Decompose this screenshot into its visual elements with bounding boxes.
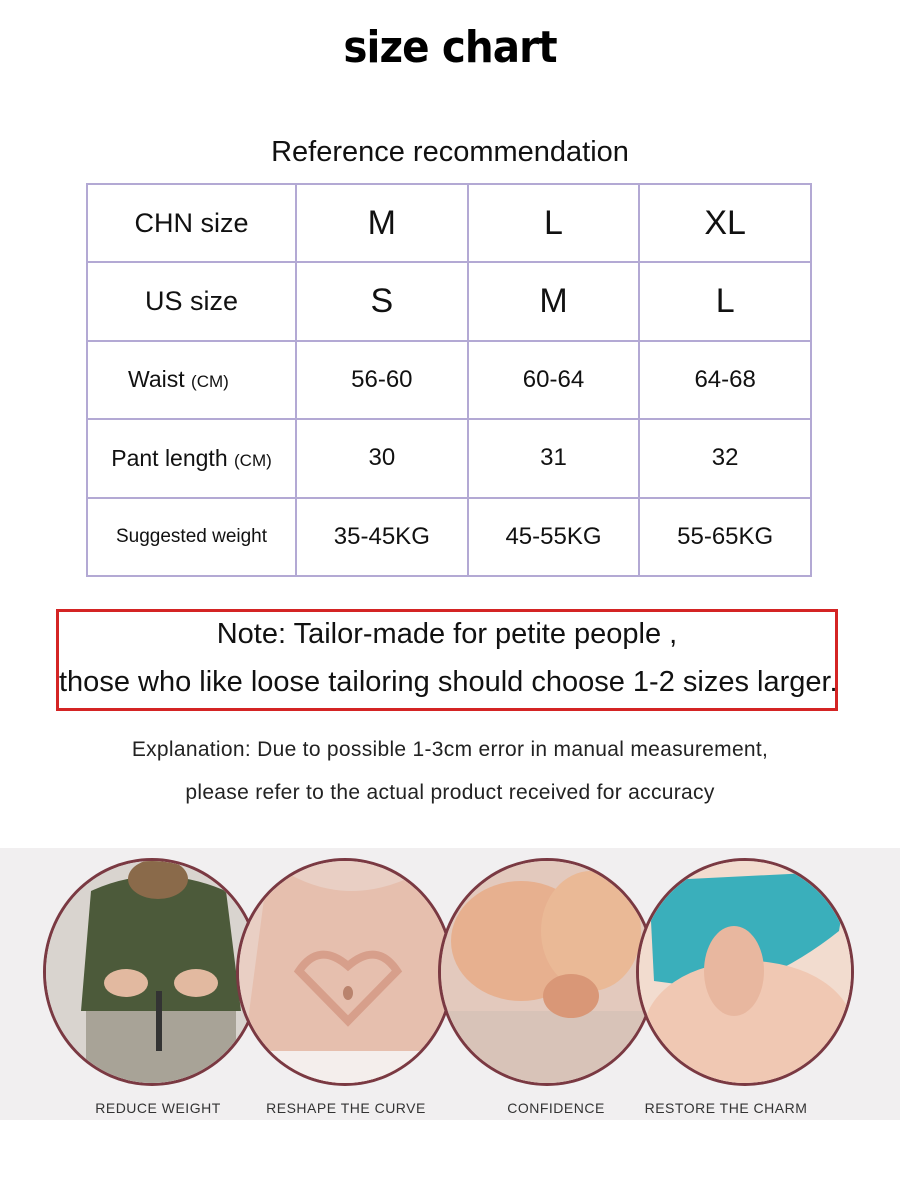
caption-reduce-weight: REDUCE WEIGHT <box>95 1100 221 1116</box>
fit-note-box <box>56 609 838 711</box>
unit-label: (CM) <box>191 372 229 392</box>
note-line-2: those who like loose tailoring should choose 1-2 sizes larger. <box>59 666 838 698</box>
note-line-1: Note: Tailor-made for petite people , <box>216 618 678 650</box>
page-title: size chart <box>343 22 557 73</box>
row-header-pant-length: Pant length (CM) <box>87 419 296 497</box>
table-cell: 60-64 <box>468 341 640 419</box>
table-cell: 30 <box>296 419 468 497</box>
caption-restore-charm: RESTORE THE CHARM <box>644 1100 808 1116</box>
table-cell: XL <box>639 184 811 262</box>
table-cell: 32 <box>639 419 811 497</box>
reduce-weight-photo <box>43 858 261 1086</box>
reduce-weight-illustration <box>46 861 261 1086</box>
table-cell: 56-60 <box>296 341 468 419</box>
explanation-line-2: please refer to the actual product received for accuracy <box>185 781 715 804</box>
row-header-waist: Waist (CM) <box>87 341 296 419</box>
table-row <box>87 184 811 262</box>
reshape-curve-illustration <box>239 861 454 1086</box>
confidence-illustration <box>441 861 656 1086</box>
table-cell: M <box>296 184 468 262</box>
reshape-curve-photo <box>236 858 454 1086</box>
table-cell: 64-68 <box>639 341 811 419</box>
table-row <box>87 341 811 419</box>
row-header-suggested-weight: Suggested weight <box>87 498 296 576</box>
table-cell: 35-45KG <box>296 498 468 576</box>
restore-charm-illustration <box>639 861 854 1086</box>
table-row <box>87 419 811 497</box>
row-header-us-size: US size <box>87 262 296 340</box>
confidence-photo <box>438 858 656 1086</box>
table-row <box>87 262 811 340</box>
table-cell: 55-65KG <box>639 498 811 576</box>
explanation-line-1: Explanation: Due to possible 1-3cm error in manual measurement, <box>131 738 769 761</box>
table-cell: M <box>468 262 640 340</box>
table-cell: 45-55KG <box>468 498 640 576</box>
table-cell: S <box>296 262 468 340</box>
unit-label: (CM) <box>234 450 272 470</box>
table-cell: 31 <box>468 419 640 497</box>
restore-charm-photo <box>636 858 854 1086</box>
row-header-chn-size: CHN size <box>87 184 296 262</box>
caption-reshape-curve: RESHAPE THE CURVE <box>266 1100 426 1116</box>
size-table <box>86 183 812 577</box>
table-subtitle: Reference recommendation <box>271 136 629 168</box>
table-row <box>87 498 811 576</box>
table-cell: L <box>468 184 640 262</box>
caption-confidence: CONFIDENCE <box>507 1100 605 1116</box>
table-cell: L <box>639 262 811 340</box>
